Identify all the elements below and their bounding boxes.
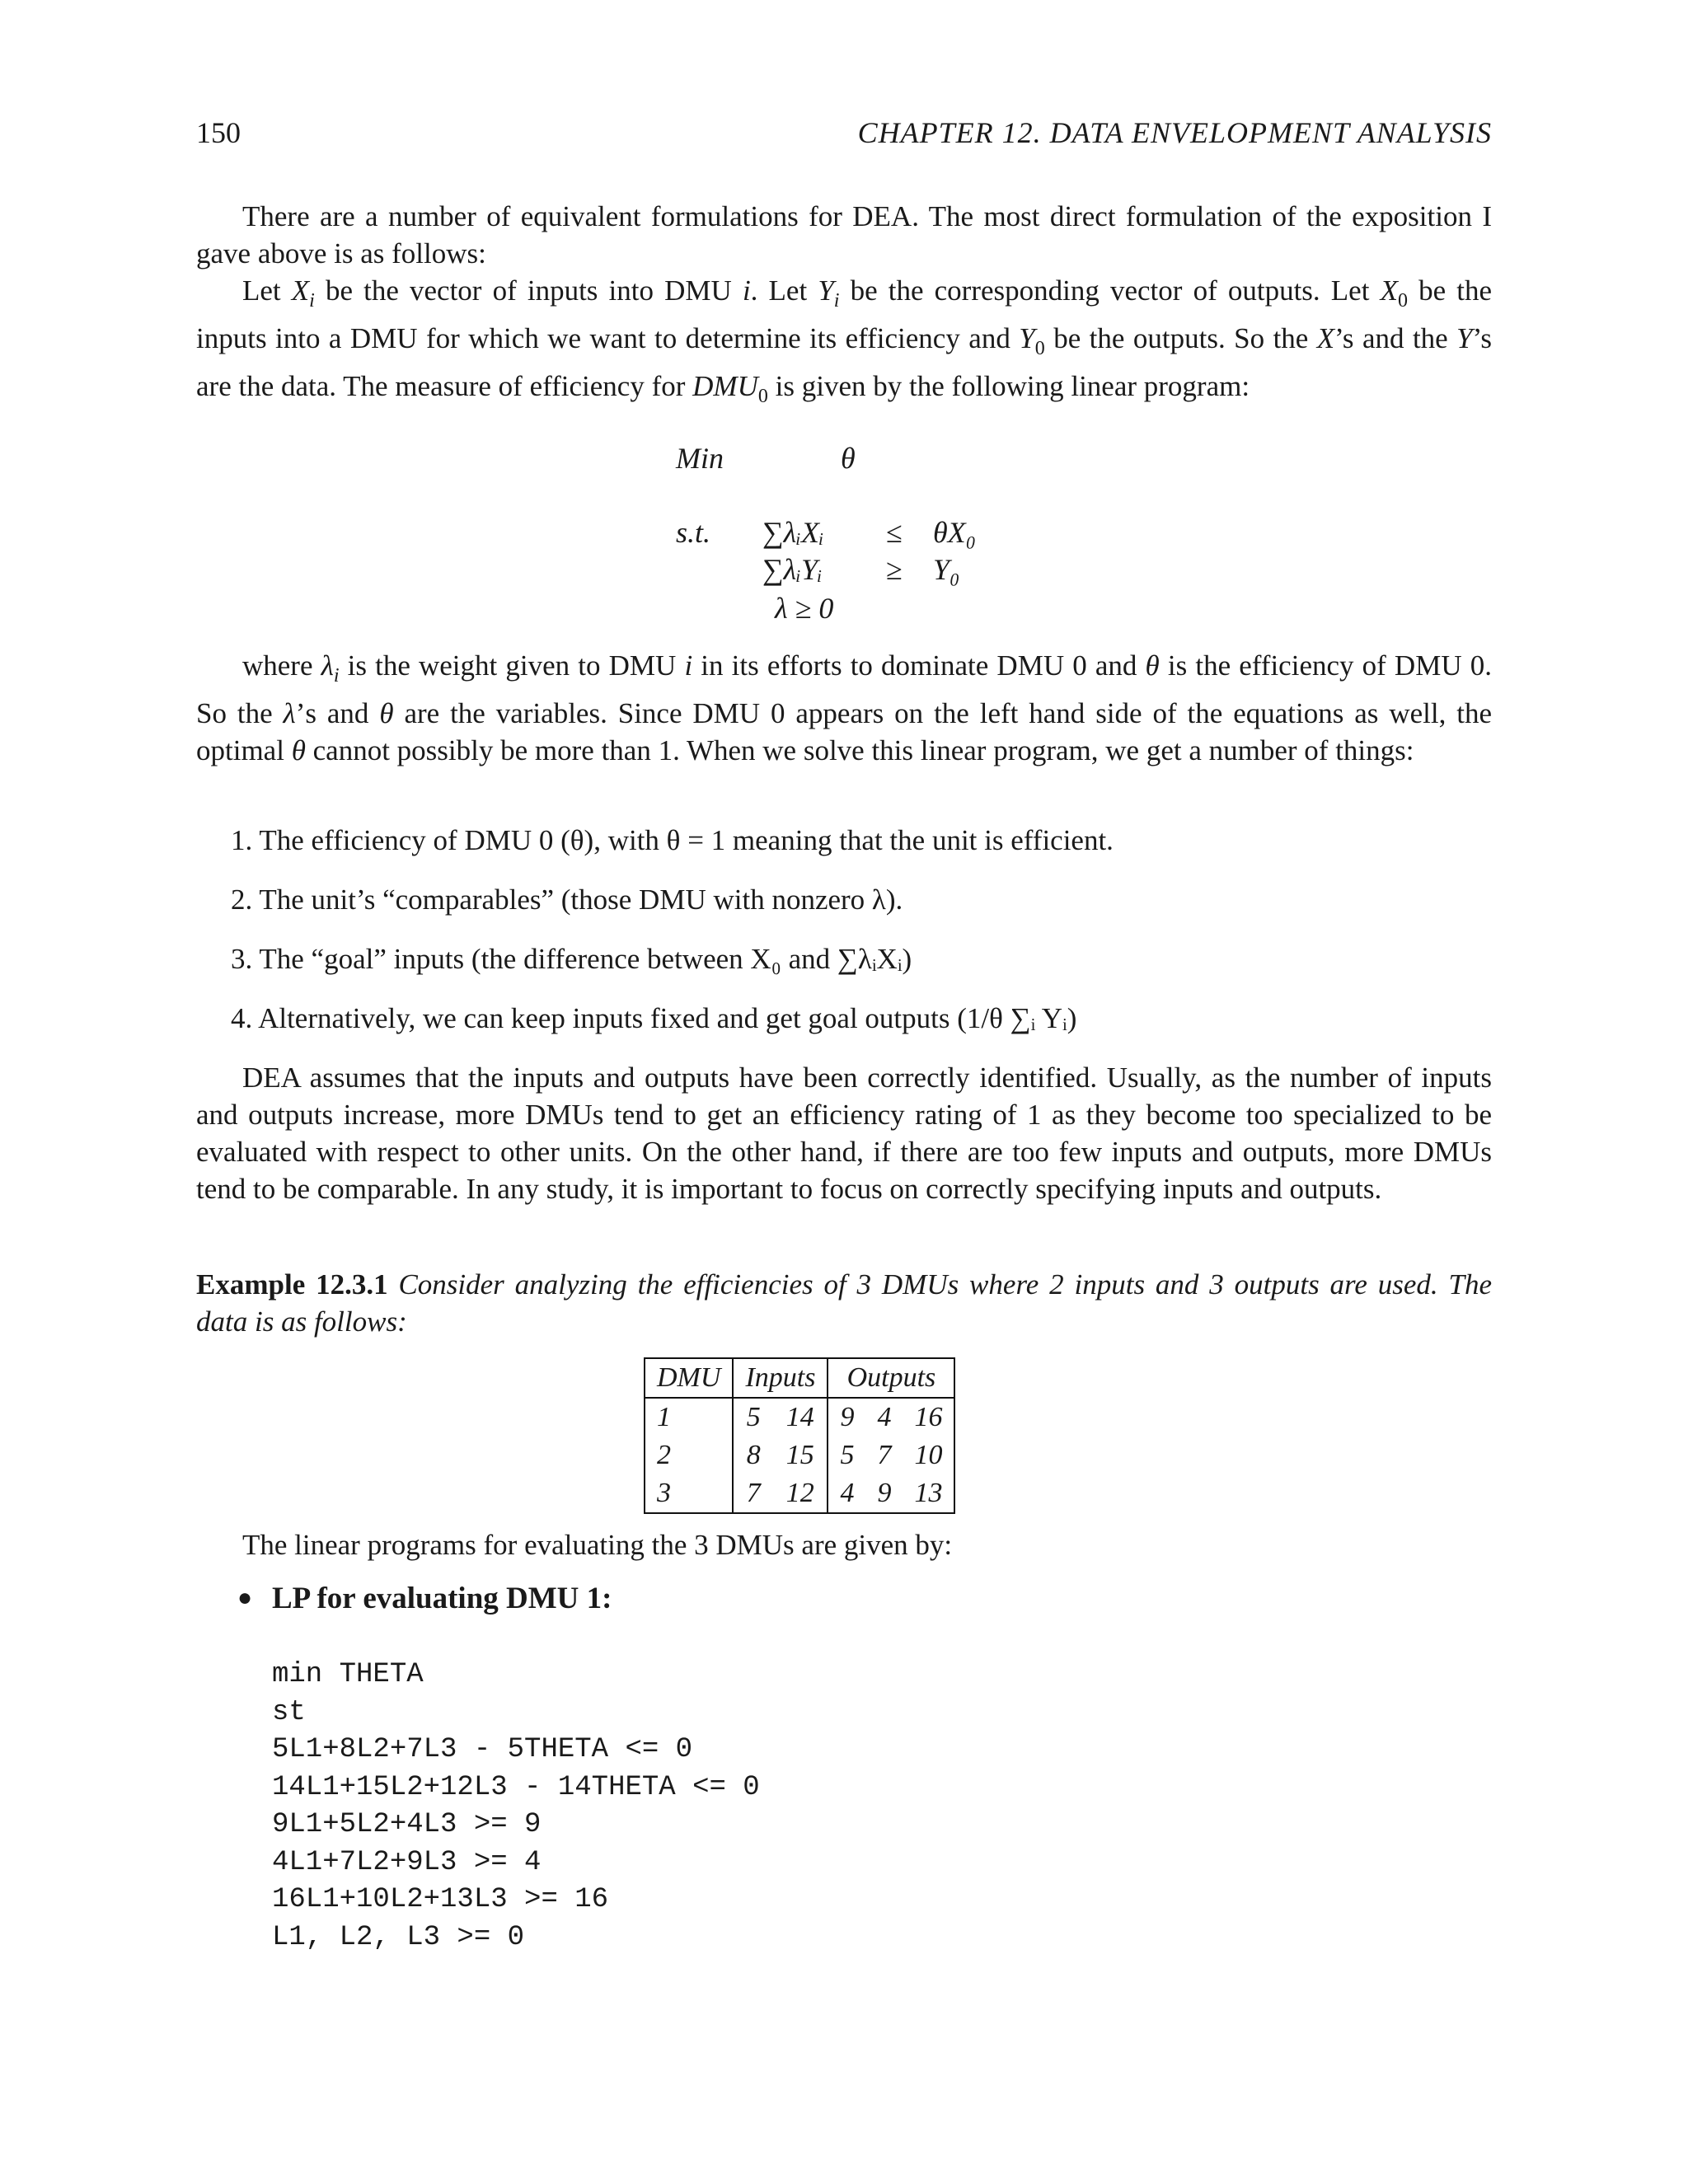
list-item: 3. The “goal” inputs (the difference between X₀ and ∑λᵢXᵢ) [231,943,912,975]
table-cell: 4 [877,1402,892,1432]
table-cell: 4 [828,1474,865,1513]
table-cell: 14 [773,1398,828,1436]
list-item: 1. The efficiency of DMU 0 (θ), with θ = 1 meaning that the unit is efficient. [231,824,1114,856]
math-x: X [1316,322,1335,354]
page-number: 150 [196,116,241,149]
text-run: where [242,649,321,682]
explanation-paragraph [196,647,1492,769]
table-cell: 3 [645,1474,733,1513]
constraint-1-lhs: ∑λᵢXᵢ [762,516,824,549]
table-cell: 9 [840,1402,855,1432]
table-header-inputs: Inputs [733,1358,828,1398]
constraint-3: λ ≥ 0 [775,592,834,625]
text-run: ’s are the data. The measure of efficiency for [196,322,1492,402]
table-cell: 13 [903,1474,954,1513]
text-run: ’s and the [1334,322,1457,354]
table-row [645,1436,954,1474]
text-run: ’s and [295,697,380,729]
dmu-data-table [644,1357,955,1514]
example-block [196,1266,1492,1340]
code-line: 14L1+15L2+12L3 - 14THETA <= 0 [272,1771,760,1803]
intro-paragraph-1 [196,198,1492,272]
math-yi: $Y_i$ [818,274,840,312]
constraint-2-lhs: ∑λᵢYᵢ [762,553,823,586]
math-lambda: λ [283,697,296,729]
lp-min-label: Min [676,442,724,475]
lp-intro-text: The linear programs for evaluating the 3 DMUs are given by: [242,1529,953,1561]
code-line: 4L1+7L2+9L3 >= 4 [272,1846,542,1878]
lp-objective: θ [841,442,856,475]
table-cell: 8 [746,1440,761,1470]
table-cell: 5 [840,1440,855,1470]
text-run: are the variables. Since DMU 0 appears on the left hand side of the equations as well, the optimal [196,697,1492,766]
example-text: Consider analyzing the efficiencies of 3 DMUs where 2 inputs and 3 outputs are used. The data is as follows: [196,1268,1492,1338]
table-cell: 10 [903,1436,954,1474]
constraint-1-op: ≤ [886,516,903,549]
math-i: i [742,274,751,307]
code-line: 5L1+8L2+7L3 - 5THETA <= 0 [272,1734,693,1765]
lp-st-label: s.t. [676,516,711,549]
lp1-code-block [272,1657,760,1957]
math-dmu0: DMU [692,370,758,402]
table-cell: 16 [903,1398,954,1436]
math-x0: X [1380,274,1398,307]
intro-paragraph-2: Let $X_i$ be the vector of inputs into DMU i. Let $Y_i$ be the corresponding vector of outputs. Let $X_0$ be the inputs into a DMU for which we want to determine its efficiency and $Y_0$ be the outputs. So the X’s and the Y’s are the data. The measure of efficiency for $DMU_0$ is given by the following linear program: [196,274,1492,407]
table-row [645,1398,954,1436]
math-theta: θ [291,734,306,766]
example-label: Example 12.3.1 [196,1268,388,1301]
code-line: st [272,1696,306,1728]
text-run: is the efficiency of DMU 0. So the [196,649,1492,729]
list-item: 4. Alternatively, we can keep inputs fixed and get goal outputs (1/θ ∑ᵢ Yᵢ) [231,1002,1077,1034]
bullet-icon: ● [237,1584,253,1611]
text-run: is given by the following linear program: [767,370,1250,402]
text-run: . Let [750,274,818,307]
table-row [645,1474,954,1513]
code-line: min THETA [272,1659,424,1690]
table-cell: 15 [773,1436,828,1474]
math-xi: $X_i$ [291,274,315,312]
table-cell: 5 [746,1402,761,1432]
text-run: be the vector of inputs into DMU [314,274,743,307]
chapter-title: CHAPTER 12. DATA ENVELOPMENT ANALYSIS [857,116,1492,149]
math-theta: θ [379,697,394,729]
table-header-dmu: DMU [645,1358,733,1398]
lp1-heading: LP for evaluating DMU 1: [272,1582,612,1615]
table-cell: 7 [733,1474,773,1513]
code-line: L1, L2, L3 >= 0 [272,1921,525,1953]
code-line: 9L1+5L2+4L3 >= 9 [272,1809,542,1840]
assumptions-paragraph: DEA assumes that the inputs and outputs have been correctly identified. Usually, as the number of inputs and outputs increase, more DMUs tend to get an efficiency rating of 1 as they become too specialized to be evaluated with respect to other units. On the other hand, if there are too few inputs and outputs, more DMUs tend to be comparable. In any study, it is important to focus on correctly specifying inputs and outputs. [196,1062,1492,1205]
table-cell: 12 [773,1474,828,1513]
text-run: be the outputs. So the [1044,322,1317,354]
text-run: is the weight given to DMU [339,649,685,682]
table-cell: 7 [877,1440,892,1470]
list-item: 2. The unit’s “comparables” (those DMU with nonzero λ). [231,883,903,916]
code-line: 16L1+10L2+13L3 >= 16 [272,1884,609,1915]
table-cell: 9 [865,1474,903,1513]
math-lambda-i: $\lambda_i$ [321,649,340,687]
text-run: in its efforts to dominate DMU 0 and [692,649,1146,682]
math-i: i [684,649,693,682]
constraint-2-rhs: Y₀ [933,553,960,586]
text-run: cannot possibly be more than 1. When we solve this linear program, we get a number of things: [305,734,1414,766]
math-theta: θ [1145,649,1160,682]
constraint-1-rhs: θX₀ [933,516,977,549]
constraint-2-op: ≥ [886,553,903,586]
table-header-outputs: Outputs [828,1358,954,1398]
table-cell: 2 [645,1436,733,1474]
intro-text: There are a number of equivalent formulations for DEA. The most direct formulation of the exposition I gave above is as follows: [196,200,1492,269]
math-y0: Y [1019,322,1035,354]
text-run: Let [242,274,292,307]
text-run: be the corresponding vector of outputs. Let [839,274,1381,307]
math-y: Y [1456,322,1473,354]
text-run: be the inputs into a DMU for which we want to determine its efficiency and [196,274,1492,354]
table-cell: 1 [645,1398,733,1436]
